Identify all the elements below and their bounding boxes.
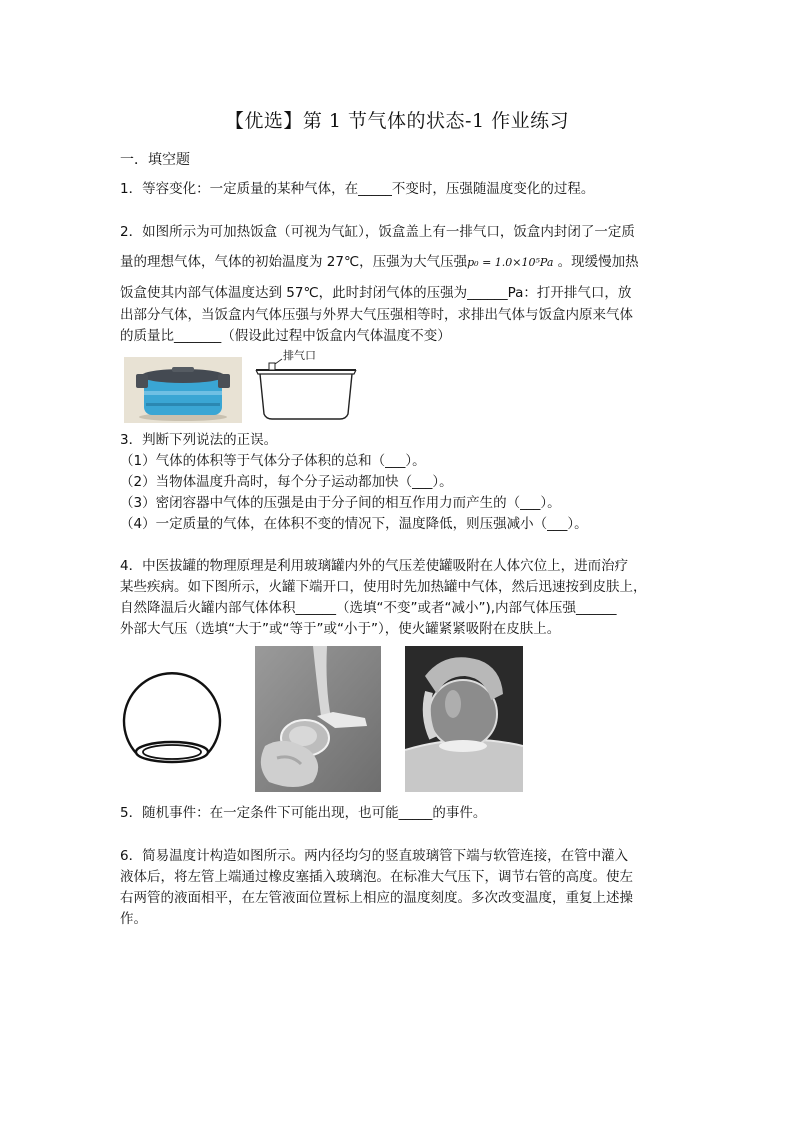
question-2-line-2 xyxy=(120,252,676,273)
page-title: 【优选】第 1 节气体的状态-1 作业练习 xyxy=(224,110,570,132)
question-5: 5．随机事件：在一定条件下可能出现，也可能_____的事件。 xyxy=(120,805,487,821)
question-6-line: 作。 xyxy=(120,911,147,927)
pressure-formula: p₀ = 1.0×10⁵Pa xyxy=(467,256,554,269)
lunchbox-photo xyxy=(124,357,242,423)
vent-label: 排气口 xyxy=(283,349,316,362)
question-2-line-2-post: 。现缓慢加热 xyxy=(553,254,639,270)
question-6-line: 6．简易温度计构造如图所示。两内径均匀的竖直玻璃管下端与软管连接，在管中灌入 xyxy=(120,848,629,864)
lunchbox-diagram xyxy=(250,350,362,422)
question-4-line: 自然降温后火罐内部气体体积______（选填“不变”或者“减小”),内部气体压强______ xyxy=(120,600,617,616)
question-3-item: （2）当物体温度升高时，每个分子运动都加快（___）。 xyxy=(120,474,453,490)
question-2-line-3: 饭盒使其内部气体温度达到 57℃，此时封闭气体的压强为______Pa：打开排气口，放 xyxy=(120,285,632,301)
question-6-line: 液体后，将左管上端通过橡皮塞插入玻璃泡。在标准大气压下，调节右管的高度。使左 xyxy=(120,869,633,885)
question-2-line-5: 的质量比_______（假设此过程中饭盒内气体温度不变） xyxy=(120,328,451,344)
cupping-jar-diagram xyxy=(118,665,226,785)
question-4-line: 某些疾病。如下图所示，火罐下端开口，使用时先加热罐中气体，然后迅速按到皮肤上， xyxy=(120,579,647,595)
question-3-item: （1）气体的体积等于气体分子体积的总和（___）。 xyxy=(120,453,426,469)
question-3-item: （4）一定质量的气体，在体积不变的情况下，温度降低，则压强减小（___）。 xyxy=(120,516,588,532)
cupping-photo-applied xyxy=(405,646,523,792)
cupping-photo-heating xyxy=(255,646,381,792)
question-4-line: 外部大气压（选填“大于”或“等于”或“小于”），使火罐紧紧吸附在皮肤上。 xyxy=(120,621,561,637)
question-3-stem: 3．判断下列说法的正误。 xyxy=(120,432,278,448)
question-4-line: 4．中医拔罐的物理原理是利用玻璃罐内外的气压差使罐吸附在人体穴位上，进而治疗 xyxy=(120,558,629,574)
section-heading: 一．填空题 xyxy=(120,152,190,168)
question-3-item: （3）密闭容器中气体的压强是由于分子间的相互作用力而产生的（___）。 xyxy=(120,495,561,511)
question-1: 1．等容变化：一定质量的某种气体，在_____不变时，压强随温度变化的过程。 xyxy=(120,181,595,197)
question-6-line: 右两管的液面相平，在左管液面位置标上相应的温度刻度。多次改变温度，重复上述操 xyxy=(120,890,633,906)
question-2-line-4: 出部分气体，当饭盒内气体压强与外界大气压强相等时，求排出气体与饭盒内原来气体 xyxy=(120,307,633,323)
question-2-line-2-pre: 量的理想气体，气体的初始温度为 27℃，压强为大气压强 xyxy=(120,254,468,270)
question-2-line-1: 2．如图所示为可加热饭盒（可视为气缸），饭盒盖上有一排气口，饭盒内封闭了一定质 xyxy=(120,224,635,240)
